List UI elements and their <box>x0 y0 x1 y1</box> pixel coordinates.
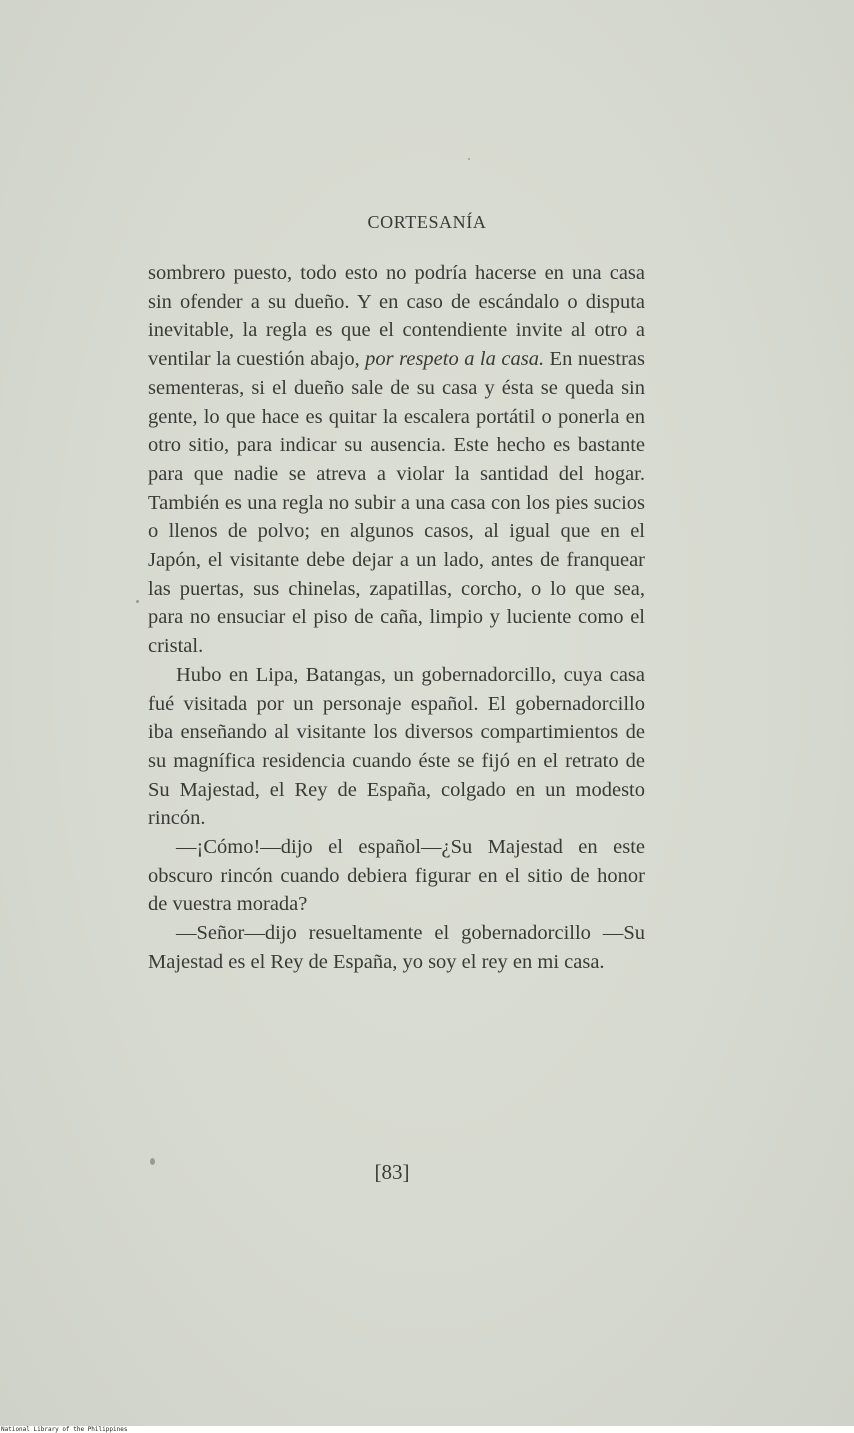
running-header: CORTESANÍA <box>367 212 487 232</box>
paper-speck <box>468 158 470 160</box>
paragraph-2: Hubo en Lipa, Batangas, un gobernadorcillo, cuya casa fué visitada por un personaje español. El gobernadorcillo iba enseñando al visitante los diversos compartimientos de su magnífica residencia cuando éste se fijó en el retrato de Su Majestad, el Rey de España, colgado en un modesto rincón. <box>148 663 645 830</box>
paper-speck <box>136 600 139 603</box>
paragraph-1-italic: por respeto a la casa. <box>365 348 545 371</box>
paragraph-1-text-b: En nuestras sementeras, si el dueño sale de su casa y ésta se queda sin gente, lo que hace es quitar la escalera portátil o ponerla en otro sitio, para indicar su ausencia. Este hecho es bastante para que nadie se atreva a violar la santidad del hogar. También es una regla no subir a una casa con los pies sucios o llenos de polvo; en algunos casos, al igual que en el Japón, el visitante debe dejar a un lado, antes de franquear las puertas, sus chinelas, zapatillas, corcho, o lo que sea, para no ensuciar el piso de caña, limpio y luciente como el cristal. <box>148 348 645 658</box>
page-number: [83] <box>374 1160 410 1184</box>
paragraph-1-text-a: sombrero puesto, todo esto no podría hacerse en una casa sin ofender a su dueño. Y en caso de escándalo o disputa inevitable, la regla es que el contendiente invite al otro a ventilar la cuestión abajo, <box>148 262 645 371</box>
paragraph-1 <box>148 259 645 661</box>
paragraph-3: —¡Cómo!—dijo el español—¿Su Majestad en este obscuro rincón cuando debiera figurar en el sitio de honor de vuestra morada? <box>148 836 645 916</box>
paragraph-4: —Señor—dijo resueltamente el gobernadorcillo —Su Majestad es el Rey de España, yo soy el rey en mi casa. <box>148 922 645 973</box>
footer-strip <box>0 1426 854 1433</box>
library-credit: National Library of the Philippines <box>1 1426 128 1433</box>
body-text <box>148 259 645 977</box>
